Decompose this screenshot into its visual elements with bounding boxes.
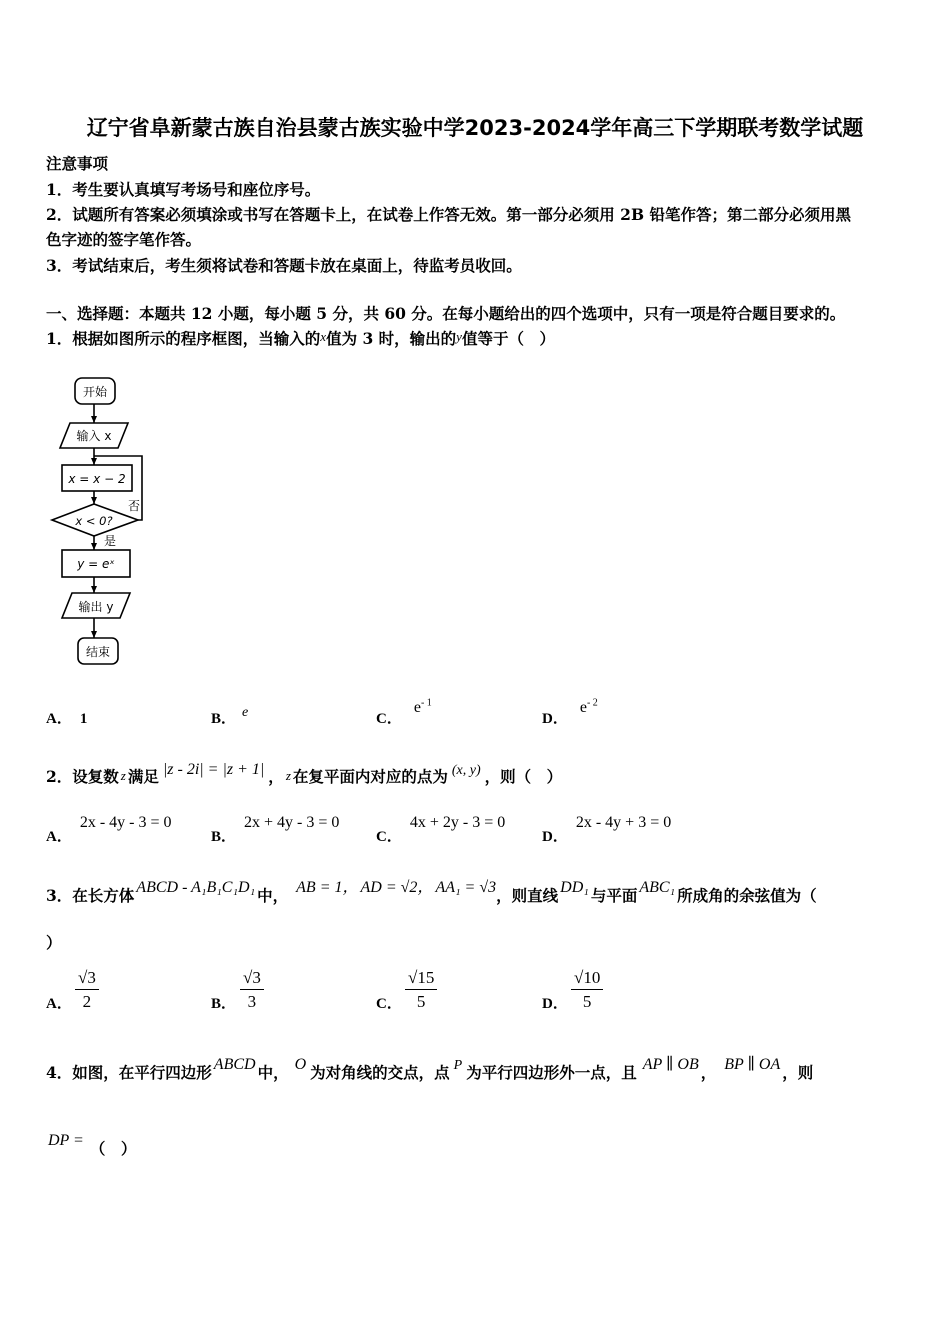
q1-option-b-label: B． xyxy=(211,711,237,727)
q3-option-b-numerator: √3 xyxy=(240,967,264,990)
q4-expression xyxy=(48,1128,137,1158)
q1-option-c-label: C． xyxy=(376,711,402,727)
q3-option-a-denominator: 2 xyxy=(82,992,92,1011)
notice-item-3: 3．考试结束后，考生须将试卷和答题卡放在桌面上，待监考员收回。 xyxy=(46,256,522,275)
q1-prefix: 1．根据如图所示的程序框图，当输入的 xyxy=(46,329,321,348)
q3-option-d-label[interactable]: D． xyxy=(542,996,568,1012)
q3-mid2: ，则直线 xyxy=(496,886,559,905)
q4-comma: ， xyxy=(700,1063,717,1082)
q3-option-c-denominator: 5 xyxy=(416,992,426,1011)
q2-option-b-label: B． xyxy=(211,829,237,845)
q4-shape: ABCD xyxy=(213,1056,256,1073)
q2-option-c-value: 4x + 2y - 3 = 0 xyxy=(409,814,506,831)
q1-option-d-label: D． xyxy=(542,711,568,727)
notice-item-1: 1．考生要认真填写考场号和座位序号。 xyxy=(46,180,321,199)
question-3-text xyxy=(46,874,817,905)
q1-option-a[interactable] xyxy=(46,707,87,728)
q2-prefix: 2．设复数 xyxy=(46,767,119,786)
q2-option-d[interactable] xyxy=(542,811,672,845)
q1-option-d-exp: - 2 xyxy=(586,697,598,709)
q4-prefix: 4．如图，在平行四边形 xyxy=(46,1063,212,1082)
q3-option-c-fraction[interactable] xyxy=(405,967,437,1014)
q2-option-d-value: 2x - 4y + 3 = 0 xyxy=(575,814,672,831)
q1-option-a-value: 1 xyxy=(79,711,88,727)
q4-mid1: 中， xyxy=(257,1063,289,1082)
flow-input-label: 输入 x xyxy=(76,429,112,443)
q3-option-a-label[interactable]: A． xyxy=(46,996,72,1012)
q1-option-c-base: e xyxy=(413,699,421,716)
flow-start-label: 开始 xyxy=(82,385,108,399)
q1-option-d-base: e xyxy=(579,699,587,716)
q3-option-d-numerator: √10 xyxy=(571,967,603,990)
question-1-text xyxy=(46,327,555,349)
page-title: 辽宁省阜新蒙古族自治县蒙古族实验中学2023-2024学年高三下学期联考数学试题 xyxy=(86,116,864,140)
q1-suffix: 值等于（ ） xyxy=(461,329,555,348)
question-2-text xyxy=(46,757,563,786)
q4-var-p: P xyxy=(453,1058,463,1073)
q3-cond-aa1: AA₁ = √3 xyxy=(435,879,497,896)
q4-cond-ap-ob: AP ∥ OB xyxy=(642,1056,699,1073)
q3-close-paren: ） xyxy=(46,933,62,952)
q4-var-o: O xyxy=(294,1056,307,1073)
q3-option-b-label[interactable]: B． xyxy=(211,996,237,1012)
notice-item-2-line-2: 色字迹的签字笔作答。 xyxy=(46,230,202,249)
q3-option-d-fraction[interactable] xyxy=(571,967,603,1014)
q1-option-c-exp: - 1 xyxy=(420,697,432,709)
q3-plane: ABC₁ xyxy=(639,879,676,896)
q3-option-c-label[interactable]: C． xyxy=(376,996,402,1012)
q2-option-a[interactable] xyxy=(46,811,172,845)
q3-option-b-fraction[interactable] xyxy=(240,967,264,1014)
notice-item-2-line-1: 2．试题所有答案必须填涂或书写在答题卡上，在试卷上作答无效。第一部分必须用 2B 铅笔作答；第二部分必须用黑 xyxy=(46,205,851,224)
q2-comma: ， xyxy=(268,767,284,786)
q3-option-c-numerator: √15 xyxy=(405,967,437,990)
q1-var-y: y xyxy=(456,329,462,344)
q4-suffix: ，则 xyxy=(782,1063,814,1082)
q1-option-b[interactable] xyxy=(211,700,249,727)
q3-mid1: 中， xyxy=(257,886,289,905)
q3-option-a-numerator: √3 xyxy=(75,967,99,990)
q2-option-a-label: A． xyxy=(46,829,72,845)
q2-option-c[interactable] xyxy=(376,811,506,845)
q1-option-c[interactable] xyxy=(376,696,432,727)
q2-point: (x, y) xyxy=(451,763,481,778)
q4-mid2: 为对角线的交点，点 xyxy=(310,1063,450,1082)
q3-prefix: 3．在长方体 xyxy=(46,886,135,905)
flow-decision-label: x < 0? xyxy=(75,514,113,528)
flow-yes-label: 是 xyxy=(104,534,117,548)
q3-option-a-fraction[interactable] xyxy=(75,967,99,1014)
flowchart-diagram xyxy=(48,370,158,670)
q4-cond-bp-oa: BP ∥ OA xyxy=(724,1056,781,1073)
q3-suffix: 所成角的余弦值为（ xyxy=(677,886,817,905)
flow-calc-label: y = eˣ xyxy=(77,557,115,571)
question-4-text xyxy=(46,1052,814,1082)
q2-suffix: ，则（ ） xyxy=(484,767,563,786)
q1-option-a-label: A． xyxy=(46,711,72,727)
q1-option-d[interactable] xyxy=(542,696,598,727)
q3-solid: ABCD - A₁B₁C₁D₁ xyxy=(136,879,256,896)
q3-option-d-denominator: 5 xyxy=(582,992,592,1011)
flow-no-label: 否 xyxy=(128,499,141,513)
q2-option-a-value: 2x - 4y - 3 = 0 xyxy=(79,814,172,831)
q4-blank: （ ） xyxy=(89,1139,137,1158)
section-heading: 一、选择题：本题共 12 小题，每小题 5 分，共 60 分。在每小题给出的四个选项中，只有一项是符合题目要求的。 xyxy=(46,304,846,323)
q2-mid1: 满足 xyxy=(127,767,159,786)
q2-option-d-label: D． xyxy=(542,829,568,845)
flow-end-label: 结束 xyxy=(85,645,111,659)
q2-option-c-label: C． xyxy=(376,829,402,845)
q4-mid3: 为平行四边形外一点，且 xyxy=(466,1063,637,1082)
q3-line: DD₁ xyxy=(560,879,589,896)
q2-option-b-value: 2x + 4y - 3 = 0 xyxy=(244,814,340,831)
q2-option-b[interactable] xyxy=(211,811,340,845)
q3-cond-ad: AD = √2， xyxy=(360,879,434,896)
q3-option-b-denominator: 3 xyxy=(247,992,257,1011)
notice-heading: 注意事项 xyxy=(46,154,109,173)
q2-var-z2: z xyxy=(285,768,291,783)
q2-mid2: 在复平面内对应的点为 xyxy=(292,767,448,786)
q1-var-x: x xyxy=(320,329,327,344)
q2-condition: |z - 2i| = |z + 1| xyxy=(162,761,265,778)
q1-mid: 值为 3 时，输出的 xyxy=(326,329,457,348)
flow-assign-label: x = x − 2 xyxy=(68,472,126,486)
flow-output-label: 输出 y xyxy=(78,600,114,614)
q4-expr: DP = xyxy=(48,1132,84,1149)
q1-option-b-value: e xyxy=(242,705,249,720)
q3-mid3: 与平面 xyxy=(590,886,638,905)
q2-var-z: z xyxy=(120,768,126,783)
q3-cond-ab: AB = 1， xyxy=(296,879,359,896)
